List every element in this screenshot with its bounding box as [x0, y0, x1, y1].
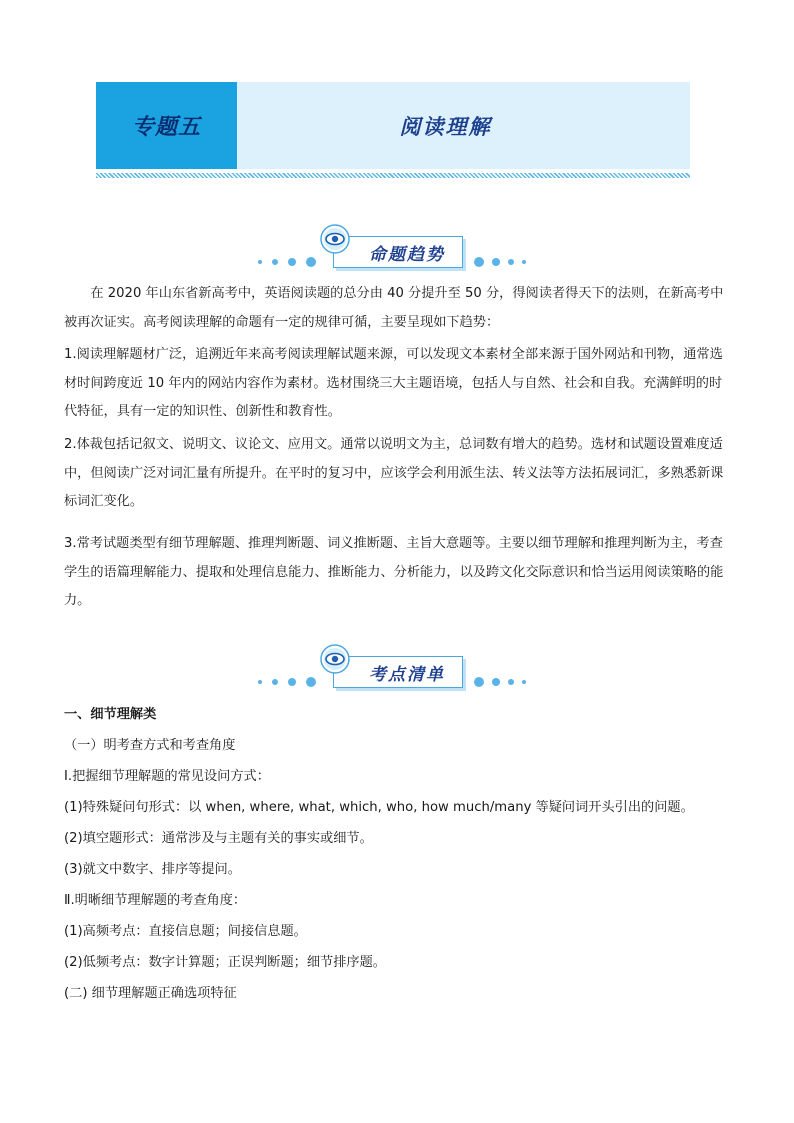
- topic-label-block: [96, 82, 237, 169]
- trend-point-3: 3.常考试题类型有细节理解题、推理判断题、词义推断题、主旨大意题等。主要以细节理解和推理判断为主，考查学生的语篇理解能力、提取和处理信息能力、推断能力、分析能力，以及跨文化交际意识和恰当运用阅读策略的能力。: [64, 536, 724, 608]
- eye-icon: [320, 644, 350, 674]
- section-title: 命题趋势: [369, 244, 445, 265]
- title-block: [237, 82, 690, 169]
- trend-point-1: 1.阅读理解题材广泛，追溯近年来高考阅读理解试题来源，可以发现文本素材全部来源于国外网站和刊物，通常选材时间跨度近 10 年内的网站内容作为素材。选材围绕三大主题语境，包括人与自然、社会和自我。充满鲜明的时代特征，具有一定的知识性、创新性和教育性。: [64, 347, 723, 419]
- eye-icon: [320, 224, 350, 254]
- checklist-roman-1: Ⅰ.把握细节理解题的常见设问方式：: [64, 769, 270, 784]
- section-title: 考点清单: [369, 664, 445, 685]
- section-title-box: [333, 236, 463, 268]
- checklist-item-2: (2)填空题形式：通常涉及与主题有关的事实或细节。: [64, 831, 373, 846]
- section-header-trend: [0, 220, 794, 280]
- decorative-dots-left: [258, 676, 322, 688]
- banner-divider: [96, 173, 690, 178]
- checklist-roman-2: Ⅱ.明晰细节理解题的考查角度：: [64, 893, 247, 908]
- trend-intro: 在 2020 年山东省新高考中，英语阅读题的总分由 40 分提升至 50 分，得阅读者得天下的法则，在新高考中被再次证实。高考阅读理解的命题有一定的规律可循，主要呈现如下趋势：: [64, 286, 724, 330]
- checklist-subheading-1: （一）明考查方式和考查角度: [64, 738, 236, 753]
- checklist-item-3: (3)就文中数字、排序等提问。: [64, 862, 241, 877]
- decorative-dots-left: [258, 256, 322, 268]
- page-title: 阅读理解: [399, 114, 492, 139]
- section-header-checklist: [0, 640, 794, 700]
- decorative-dots-right: [474, 676, 538, 688]
- checklist-item-1: (1)特殊疑问句形式：以 when, where, what, which, who, how much/many 等疑问词开头引出的问题。: [64, 800, 694, 815]
- checklist-subheading-2: (二) 细节理解题正确选项特征: [64, 986, 237, 1001]
- trend-point-2: 2.体裁包括记叙文、说明文、议论文、应用文。通常以说明文为主，总词数有增大的趋势。选材和试题设置难度适中，但阅读广泛对词汇量有所提升。在平时的复习中，应该学会利用派生法、转义法等方法拓展词汇，多熟悉新课标词汇变化。: [64, 437, 724, 509]
- section-title-box: [333, 656, 463, 688]
- checklist-heading-1: 一、细节理解类: [64, 707, 157, 722]
- title-banner: [96, 82, 690, 169]
- decorative-dots-right: [474, 256, 538, 268]
- topic-label: 专题五: [131, 115, 201, 140]
- checklist-item-5: (2)低频考点：数字计算题；正误判断题；细节排序题。: [64, 955, 386, 970]
- checklist-item-4: (1)高频考点：直接信息题；间接信息题。: [64, 924, 307, 939]
